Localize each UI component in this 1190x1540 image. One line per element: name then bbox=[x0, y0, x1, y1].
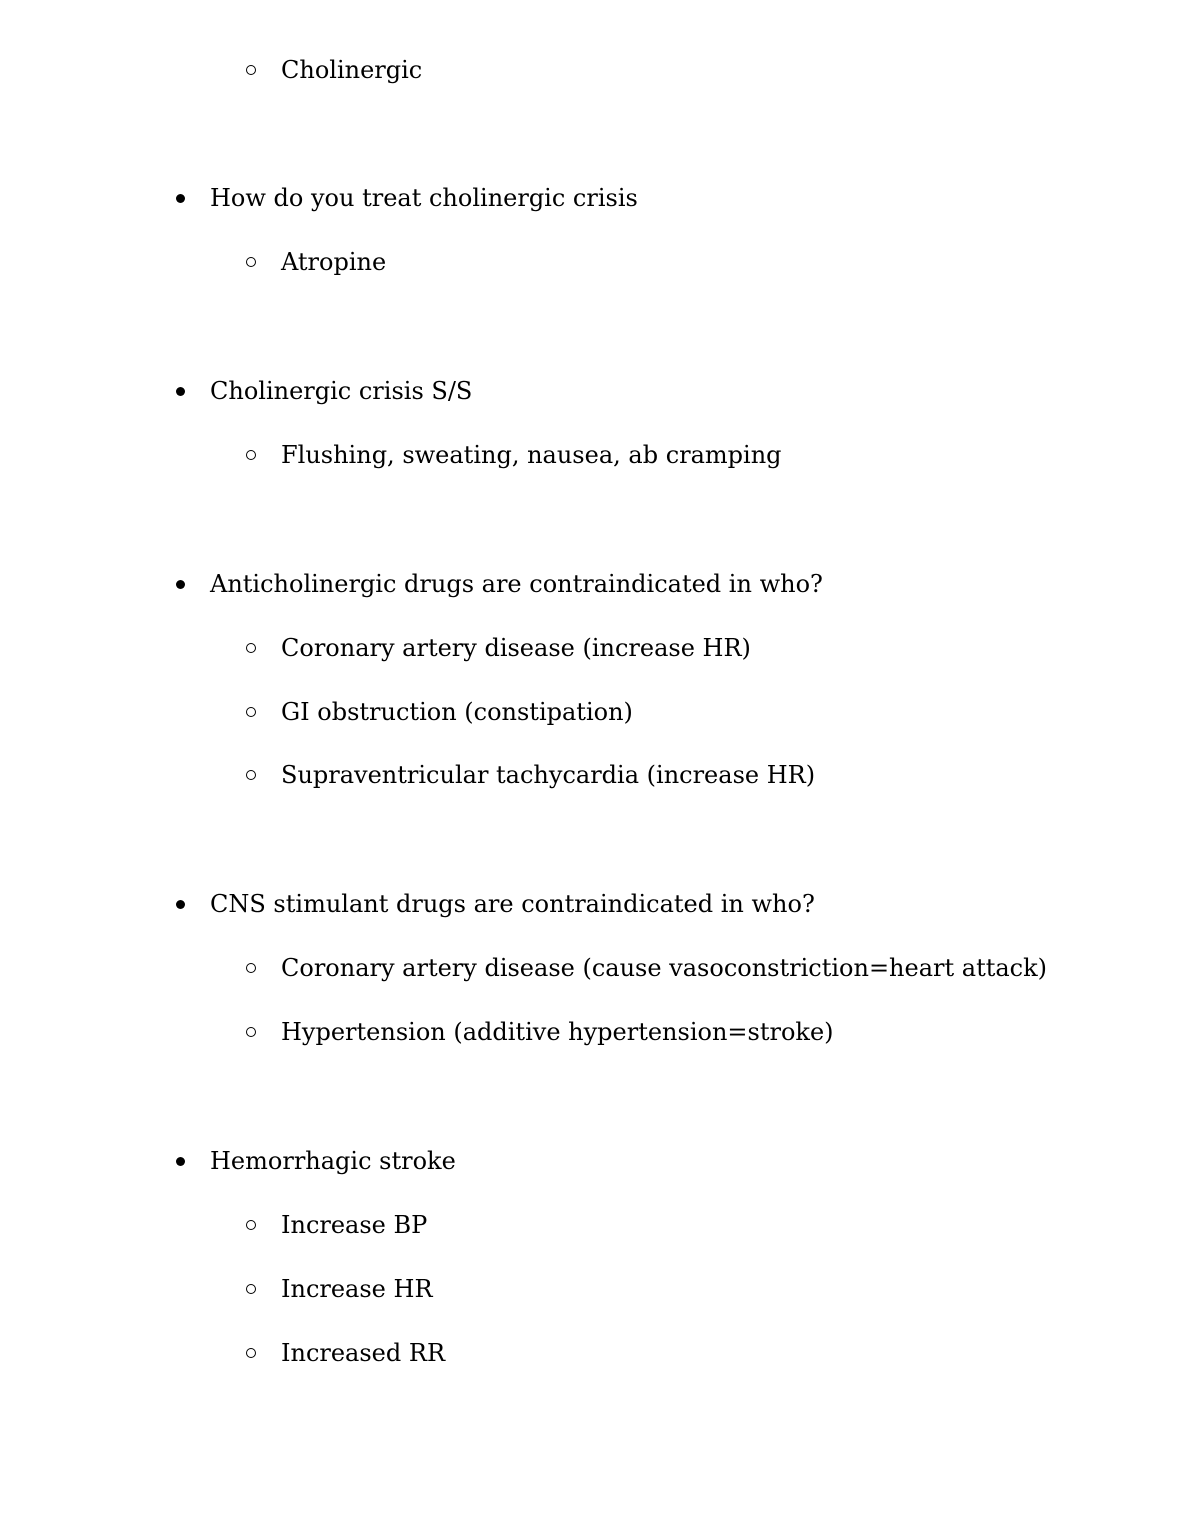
hollow-circle-bullet-icon bbox=[246, 1220, 256, 1230]
filled-bullet-icon bbox=[176, 900, 185, 909]
bullet-list-item-text: How do you treat cholinergic crisis bbox=[210, 184, 638, 212]
sub-list-item-text: Atropine bbox=[281, 248, 387, 276]
sub-list-item-text: Supraventricular tachycardia (increase HR) bbox=[281, 761, 816, 789]
sub-list-item-text: Coronary artery disease (cause vasoconstriction=heart attack) bbox=[281, 954, 1048, 982]
bullet-list-item-text: Hemorrhagic stroke bbox=[210, 1147, 456, 1175]
sub-list-item-text: Coronary artery disease (increase HR) bbox=[281, 634, 751, 662]
hollow-circle-bullet-icon bbox=[246, 963, 256, 973]
hollow-circle-bullet-icon bbox=[246, 257, 256, 267]
hollow-circle-bullet-icon bbox=[246, 770, 256, 780]
filled-bullet-icon bbox=[176, 1157, 185, 1166]
hollow-circle-bullet-icon bbox=[246, 1284, 256, 1294]
sub-list-item-text: GI obstruction (constipation) bbox=[281, 698, 633, 726]
hollow-circle-bullet-icon bbox=[246, 643, 256, 653]
sub-list-item-text: Cholinergic bbox=[281, 56, 423, 84]
bullet-list-item-text: Anticholinergic drugs are contraindicated in who? bbox=[210, 570, 823, 598]
hollow-circle-bullet-icon bbox=[246, 450, 256, 460]
bullet-list-item-text: Cholinergic crisis S/S bbox=[210, 377, 473, 405]
sub-list-item-text: Increased RR bbox=[281, 1339, 446, 1367]
hollow-circle-bullet-icon bbox=[246, 707, 256, 717]
sub-list-item-text: Increase BP bbox=[281, 1211, 428, 1239]
filled-bullet-icon bbox=[176, 580, 185, 589]
bullet-list-item-text: CNS stimulant drugs are contraindicated in who? bbox=[210, 890, 815, 918]
filled-bullet-icon bbox=[176, 194, 185, 203]
hollow-circle-bullet-icon bbox=[246, 65, 256, 75]
sub-list-item-text: Hypertension (additive hypertension=stroke) bbox=[281, 1018, 834, 1046]
sub-list-item-text: Flushing, sweating, nausea, ab cramping bbox=[281, 441, 782, 469]
hollow-circle-bullet-icon bbox=[246, 1348, 256, 1358]
hollow-circle-bullet-icon bbox=[246, 1027, 256, 1037]
sub-list-item-text: Increase HR bbox=[281, 1275, 433, 1303]
filled-bullet-icon bbox=[176, 387, 185, 396]
